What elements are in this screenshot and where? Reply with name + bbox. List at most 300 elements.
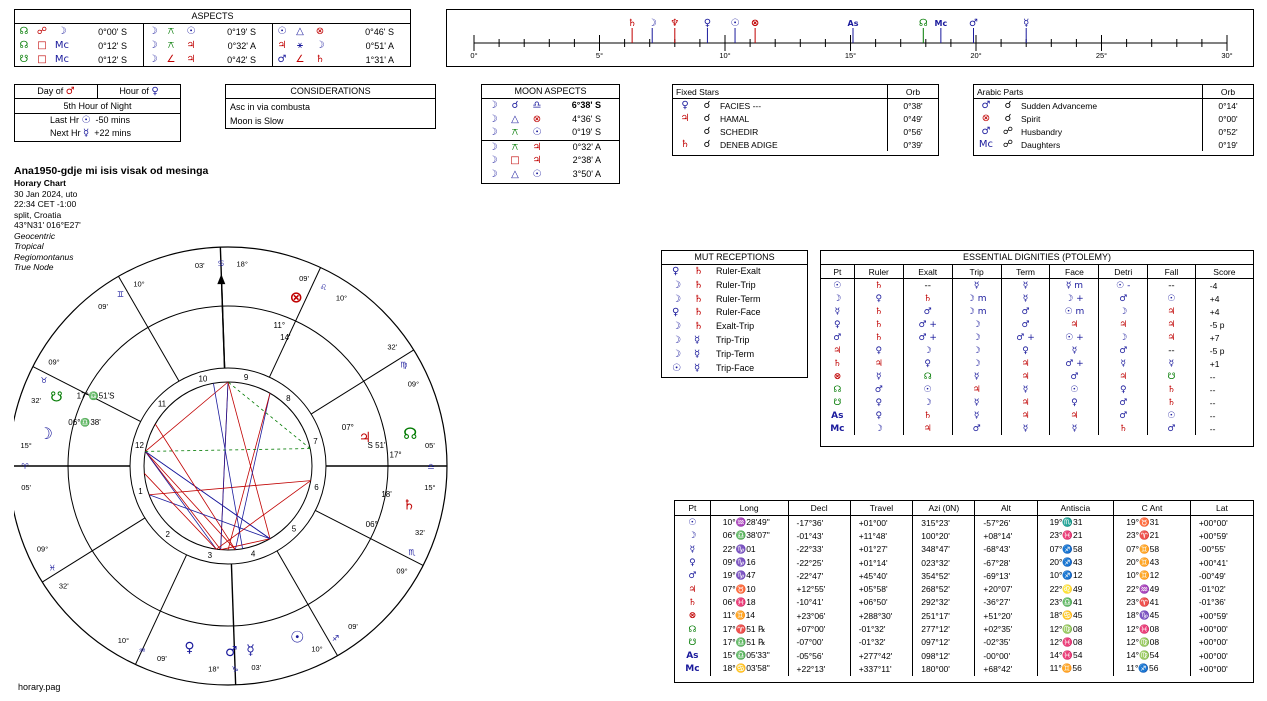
position-cell: 12°♍08: [1049, 623, 1083, 634]
north-node-icon: ☊: [918, 18, 928, 29]
position-cell: 277°12': [921, 624, 950, 635]
position-cell: -07°00': [796, 637, 824, 648]
mercury-icon: ☿: [834, 307, 841, 317]
dignity-cell: ☉: [1167, 294, 1176, 304]
star-name: FACIES ---: [720, 100, 762, 111]
position-cell: -67°28': [983, 557, 1011, 568]
position-cell: 10°♊12: [1126, 570, 1160, 581]
position-cell: +00°00': [1198, 624, 1228, 635]
fortuna-icon: ⊗: [750, 18, 760, 29]
positions-header: Alt: [1001, 503, 1011, 513]
aspect-icon: ⚹: [297, 40, 303, 51]
dignity-row: [821, 409, 1253, 422]
sun-icon: ☉: [277, 26, 287, 37]
position-cell: +68°42': [983, 663, 1013, 674]
house-number: 7: [313, 436, 318, 446]
dignity-cell: ☽: [923, 346, 932, 356]
position-cell: +23°06': [796, 610, 826, 621]
ruler-tick-label: 15°: [844, 51, 857, 60]
north-node-icon: ☊: [833, 385, 842, 395]
dignity-cell: ♄: [923, 294, 932, 304]
aspect-icon: △: [296, 26, 304, 37]
planet-position-label: 06°♎38': [68, 418, 101, 428]
position-cell: -01°02': [1198, 584, 1226, 595]
mercury-icon: ☿: [1023, 18, 1030, 29]
dignity-score: --: [1209, 371, 1216, 382]
cusp-minute: 32': [31, 395, 41, 405]
position-cell: 17°♎51 ℞: [722, 636, 766, 647]
position-cell: -00°55': [1198, 544, 1226, 555]
star-orb: 0°39': [903, 139, 923, 150]
dignity-cell: ☽ m: [966, 294, 987, 304]
aspect-line: [145, 451, 220, 549]
cusp-degree: 15°: [20, 440, 32, 450]
dignity-cell: ☿: [1022, 385, 1029, 395]
moon-icon: ☽: [488, 100, 498, 111]
saturn-icon: ♄: [315, 54, 325, 65]
ascendant-icon: As: [831, 411, 844, 421]
dignity-cell: --: [1168, 281, 1175, 291]
mars-icon: ♂: [969, 18, 978, 29]
position-cell: 19°♉31: [1126, 517, 1160, 528]
position-row: [675, 529, 1253, 542]
cusp-degree: 10°: [117, 636, 130, 646]
footer-filename: horary.pag: [18, 682, 61, 692]
midheaven-icon: Mc: [830, 424, 845, 434]
moon-aspect-row: [482, 154, 619, 168]
chart-coords: 43°N31' 016°E27': [14, 220, 81, 230]
next-hour-value: +22 mins: [94, 128, 131, 138]
positions-header: Antiscia: [1060, 503, 1091, 513]
dignity-row: [821, 344, 1253, 357]
moon-icon: ☽: [38, 423, 53, 443]
ruler-tick-label: 20°: [970, 51, 982, 60]
dignity-cell: ♂: [1070, 372, 1079, 382]
fortuna-icon: ⊗: [315, 26, 325, 37]
aspects-panel: [14, 9, 411, 67]
dignity-cell: ♂ +: [1065, 359, 1084, 369]
star-row: [974, 99, 1253, 113]
sun-icon: ☉: [532, 127, 542, 139]
dignity-cell: ♄: [1167, 398, 1176, 408]
star-name: SCHEDIR: [720, 126, 759, 137]
position-cell: +01°14': [858, 557, 888, 568]
position-row: [675, 609, 1253, 622]
dignity-cell: ♀: [875, 398, 883, 408]
cusp-minute: 32': [387, 342, 398, 352]
position-cell: +00°00': [1198, 650, 1228, 661]
position-cell: -05°56': [796, 650, 824, 661]
star-row: [673, 112, 938, 125]
mutual-receptions-panel: [661, 250, 808, 378]
moon-aspect-row: [482, 99, 619, 113]
moon-aspect-orb: 0°32' A: [572, 141, 601, 152]
jupiter-icon: ♃: [532, 141, 542, 153]
dignity-cell: ☿: [973, 281, 980, 291]
aspect-icon: ☌: [703, 126, 711, 137]
position-cell: 23°♈41: [1126, 596, 1160, 607]
fortuna-icon: ⊗: [688, 611, 697, 622]
position-cell: 348°47': [921, 544, 950, 555]
dignity-cell: ♃: [1021, 411, 1030, 421]
cusp-label: ♍: [400, 360, 408, 370]
position-cell: +277°42': [858, 650, 893, 661]
aspect-icon: ⚻: [167, 40, 175, 51]
cusp-minute: 05': [424, 440, 435, 450]
aspect-icon: ☌: [703, 113, 711, 124]
aspect-line: [213, 383, 242, 548]
reception-type: Ruler-Exalt: [716, 266, 761, 276]
star-orb: 0°14': [1218, 100, 1238, 111]
moon-icon: ☽: [647, 18, 657, 29]
fixed-stars-panel: [672, 84, 939, 156]
aspect-orb: 0°19' S: [227, 27, 256, 37]
position-cell: 09°♑16: [722, 557, 756, 568]
north-node-icon: ☊: [19, 40, 29, 51]
cusp-label: ♑: [231, 664, 239, 674]
dignity-cell: ♄: [874, 281, 883, 291]
dignity-cell: ☉ m: [1064, 307, 1085, 317]
aspect-icon: △: [511, 168, 519, 180]
fortuna-icon: ⊗: [981, 113, 991, 124]
moon-icon: ☽: [488, 113, 498, 125]
dignity-cell: ♃: [1167, 333, 1176, 343]
south-node-icon: ☋: [19, 54, 29, 65]
reception-type: Ruler-Trip: [716, 279, 756, 290]
mercury-icon: ☿: [694, 362, 701, 374]
chart-mode: Tropical: [14, 241, 44, 251]
ruler-tick-label: 5°: [595, 51, 604, 60]
reception-row: [672, 265, 807, 279]
position-cell: 19°♑47: [722, 570, 756, 581]
dignity-score: --: [1209, 397, 1216, 408]
dignity-cell: ♃: [1167, 320, 1176, 330]
north-node-icon: ☊: [403, 423, 418, 443]
position-cell: +00°00': [1198, 637, 1228, 648]
moon-icon: ☽: [672, 293, 681, 305]
aspect-icon: ☍: [36, 26, 48, 37]
position-cell: 100°20': [921, 530, 950, 541]
considerations-title: CONSIDERATIONS: [226, 85, 435, 99]
position-cell: +45°40': [858, 570, 888, 581]
saturn-icon: ♄: [694, 307, 703, 319]
position-cell: +00°59': [1198, 530, 1228, 541]
venus-icon: ♀: [672, 307, 680, 319]
degree-ruler: [447, 10, 1253, 66]
dignity-score: -5 p: [1209, 345, 1225, 356]
positions-header: Pt: [688, 503, 697, 513]
aspect-icon: ⚻: [511, 141, 519, 153]
mercury-icon: ☿: [689, 544, 696, 555]
planet-position-label: 14': [280, 333, 291, 343]
planet-position-label: 17°♎51'S: [76, 391, 115, 401]
position-row: [675, 662, 1253, 675]
dignity-cell: ♂: [1021, 307, 1030, 317]
dignities-header: Score: [1213, 266, 1236, 277]
dignity-cell: ♄: [1167, 385, 1176, 395]
star-row: [974, 125, 1253, 138]
cusp-minute: 09': [157, 653, 167, 663]
venus-icon: ♀: [689, 558, 696, 569]
position-cell: -01°36': [1198, 597, 1226, 608]
reception-row: [672, 279, 807, 293]
planetary-hours-panel: [14, 84, 181, 142]
dignity-cell: ♀: [924, 359, 931, 369]
aspect-icon: ☌: [1004, 113, 1012, 124]
cusp-label: ♓: [48, 563, 56, 573]
dignity-cell: ☿: [1071, 424, 1078, 434]
aspect-row: [273, 39, 410, 53]
position-row: [675, 649, 1253, 662]
ruler-tick-label: 0°: [470, 51, 478, 60]
position-row: [675, 596, 1253, 609]
star-row: [673, 138, 938, 151]
aspect-icon: □: [37, 54, 47, 65]
aspect-orb: 0°12' S: [98, 41, 127, 51]
saturn-icon: ♄: [694, 279, 703, 291]
arabic-parts-title: Arabic Parts: [977, 86, 1024, 97]
dignity-row: [821, 279, 1253, 293]
position-cell: 354°52': [921, 570, 950, 581]
house-number: 5: [291, 524, 297, 534]
position-cell: -00°49': [1198, 570, 1226, 581]
mut-receptions-title: MUT RECEPTIONS: [662, 251, 807, 265]
aspect-icon: ☌: [511, 100, 519, 111]
position-cell: 22°♑01: [722, 543, 756, 554]
venus-icon: ♀: [681, 100, 689, 111]
aspect-row: [144, 25, 272, 39]
reception-row: [672, 306, 807, 320]
position-cell: 22°♒49: [1126, 583, 1160, 594]
aspect-row: [15, 25, 143, 39]
dignity-cell: ☿ m: [1065, 281, 1084, 291]
dignity-cell: ☉: [1070, 385, 1079, 395]
hour-text: 5th Hour of Night: [15, 99, 180, 114]
position-cell: 20°♊43: [1126, 557, 1160, 568]
position-cell: 11°♊56: [1049, 663, 1082, 674]
jupiter-icon: ♃: [833, 346, 842, 356]
position-cell: +337°11': [858, 663, 892, 674]
ascendant-icon: As: [686, 651, 699, 662]
dignity-cell: ☽ m: [966, 307, 987, 317]
position-cell: +20°07': [983, 584, 1013, 595]
fortuna-icon: ⊗: [532, 113, 542, 125]
reception-row: [672, 334, 807, 348]
dignities-header: Pt: [833, 266, 842, 277]
dignity-cell: ♂: [1119, 411, 1128, 421]
saturn-icon: ♄: [694, 293, 703, 305]
position-cell: 10°♐12: [1049, 570, 1083, 581]
venus-icon: ♀: [672, 266, 680, 277]
dignity-score: --: [1209, 384, 1216, 395]
dignities-header: Face: [1065, 266, 1084, 277]
dignity-score: -5 p: [1209, 319, 1225, 330]
position-cell: -57°26': [983, 517, 1011, 528]
position-cell: -68°43': [983, 544, 1011, 555]
star-orb: 0°19': [1218, 139, 1238, 150]
dignities-header: Trip: [969, 266, 984, 277]
reception-row: [672, 320, 807, 334]
cusp-degree: 09°: [36, 544, 49, 554]
moon-icon: ☽: [672, 321, 681, 333]
moon-icon: ☽: [148, 54, 158, 65]
house-number: 10: [198, 374, 208, 384]
positions-table: [675, 501, 1253, 676]
dignities-header: Ruler: [868, 266, 889, 277]
position-cell: 315°23': [921, 517, 950, 528]
dignity-cell: ☋: [1167, 372, 1176, 382]
dignity-score: --: [1209, 410, 1216, 421]
moon-icon: ☽: [57, 26, 67, 37]
aspect-icon: □: [37, 40, 47, 51]
degree-ruler-panel: [446, 9, 1254, 67]
cusp-label: ♌: [319, 282, 327, 292]
cusp-minute: 32': [58, 581, 69, 591]
reception-row: [672, 348, 807, 362]
north-node-icon: ☊: [19, 26, 29, 37]
reception-type: Trip-Trip: [716, 334, 750, 345]
moon-icon: ☽: [148, 40, 158, 51]
position-cell: -22°47': [796, 570, 824, 581]
planet-position-label: 11°: [273, 321, 286, 331]
position-cell: 07°♐58: [1049, 543, 1083, 554]
house-number: 12: [135, 440, 144, 450]
position-cell: 20°♐43: [1049, 557, 1083, 568]
dignity-row: [821, 370, 1253, 383]
cusp-label: ♈: [21, 462, 29, 471]
dignity-cell: ♂: [1021, 320, 1030, 330]
position-cell: 23°♓21: [1049, 530, 1083, 541]
midheaven-icon: Mc: [54, 40, 70, 51]
position-row: [675, 556, 1253, 569]
position-cell: +11°48': [858, 530, 887, 541]
moon-aspects-list: [482, 99, 619, 182]
south-node-icon: ☋: [688, 637, 697, 648]
position-cell: 180°00': [921, 663, 950, 674]
position-row: [675, 636, 1253, 649]
star-orb: 0°38': [903, 100, 923, 111]
mars-icon: ♂: [833, 333, 842, 343]
mars-icon: ♂: [65, 86, 75, 97]
house-number: 4: [250, 549, 256, 559]
position-cell: 11°♐56: [1126, 663, 1159, 674]
dignity-score: +7: [1209, 332, 1220, 343]
star-name: DENEB ADIGE: [720, 139, 778, 150]
dignity-score: -4: [1209, 280, 1218, 291]
house-cusp-line: [315, 510, 423, 565]
position-cell: 07°♊58: [1126, 543, 1160, 554]
dignities-header: Exalt: [918, 266, 938, 277]
last-hour-label: Last Hr: [50, 115, 80, 125]
moon-aspect-orb: 6°38' S: [571, 100, 601, 110]
house-number: 6: [314, 483, 319, 493]
dignity-cell: ☉: [1167, 411, 1176, 421]
dignity-row: [821, 396, 1253, 409]
dignity-score: +1: [1209, 358, 1220, 369]
position-cell: 19°♏31: [1049, 517, 1083, 528]
south-node-icon: ☋: [833, 398, 842, 408]
dignity-cell: ♃: [1119, 320, 1128, 330]
star-name: HAMAL: [720, 113, 750, 124]
position-cell: -01°32': [858, 624, 886, 635]
aspect-line: [228, 382, 310, 449]
aspect-icon: ☌: [703, 100, 711, 111]
midheaven-icon: Mc: [685, 664, 700, 675]
position-cell: +00°00': [1198, 663, 1228, 674]
dignity-cell: --: [1168, 346, 1175, 356]
moon-icon: ☽: [672, 334, 681, 346]
aspect-icon: ☍: [1002, 139, 1014, 150]
considerations-panel: [225, 84, 436, 129]
sun-icon: ☉: [833, 281, 842, 291]
aspect-row: [273, 25, 410, 39]
aspect-line: [144, 473, 216, 549]
position-row: [675, 622, 1253, 635]
dignity-cell: ☿: [973, 372, 980, 382]
position-cell: +00°59': [1198, 610, 1228, 621]
mc-arrow: [221, 278, 224, 368]
mercury-icon: ☿: [246, 642, 255, 659]
star-row: [974, 112, 1253, 125]
position-cell: -01°32': [858, 637, 886, 648]
jupiter-icon: ♃: [358, 429, 372, 446]
position-cell: 18°♑45: [1126, 610, 1160, 621]
aspect-row: [144, 39, 272, 53]
positions-header: Azi (0N): [928, 503, 960, 513]
dignity-cell: ☿: [1022, 424, 1029, 434]
dignity-row: [821, 331, 1253, 344]
moon-aspects-title: MOON ASPECTS: [482, 85, 619, 99]
position-cell: +12°55': [796, 584, 826, 595]
reception-type: Exalt-Trip: [716, 321, 755, 332]
midheaven-icon: Mc: [54, 54, 70, 65]
reception-type: Trip-Face: [716, 362, 755, 373]
reception-type: Ruler-Face: [716, 307, 761, 318]
position-cell: 22°♌49: [1049, 583, 1083, 594]
dignity-cell: ♂: [1119, 398, 1128, 408]
moon-icon: ☽: [488, 168, 498, 180]
position-cell: -01°43': [796, 530, 824, 541]
position-cell: -10°41': [796, 597, 824, 608]
dignity-cell: ♃: [1070, 411, 1079, 421]
planet-position-label: S 51': [367, 441, 386, 451]
saturn-icon: ♄: [680, 139, 690, 150]
moon-icon: ☽: [672, 348, 681, 360]
dignity-cell: ☽: [972, 320, 981, 330]
arabic-parts-table: [974, 85, 1253, 151]
planet-position-label: 18': [381, 489, 392, 499]
position-cell: 15°♎05'33": [722, 650, 770, 661]
dignity-cell: ☿: [1120, 359, 1127, 369]
star-name: Spirit: [1021, 113, 1041, 124]
saturn-icon: ♄: [694, 321, 703, 333]
dignity-row: [821, 422, 1253, 435]
aspect-row: [15, 53, 143, 67]
north-node-icon: ☊: [688, 624, 697, 635]
dignity-cell: ☿: [875, 372, 882, 382]
libra-icon: ♎: [532, 100, 542, 111]
aspect-line: [145, 451, 216, 549]
aspect-line: [145, 449, 310, 452]
cusp-degree: 18°: [208, 664, 220, 674]
dignity-cell: ♃: [1070, 320, 1079, 330]
dignity-cell: ☽: [972, 359, 981, 369]
position-cell: +00°41': [1198, 557, 1228, 568]
planet-position-label: 06°: [365, 520, 378, 530]
midheaven-icon: Mc: [978, 139, 994, 150]
star-orb: 0°49': [903, 113, 923, 124]
dignity-cell: ☉ +: [1065, 333, 1084, 343]
